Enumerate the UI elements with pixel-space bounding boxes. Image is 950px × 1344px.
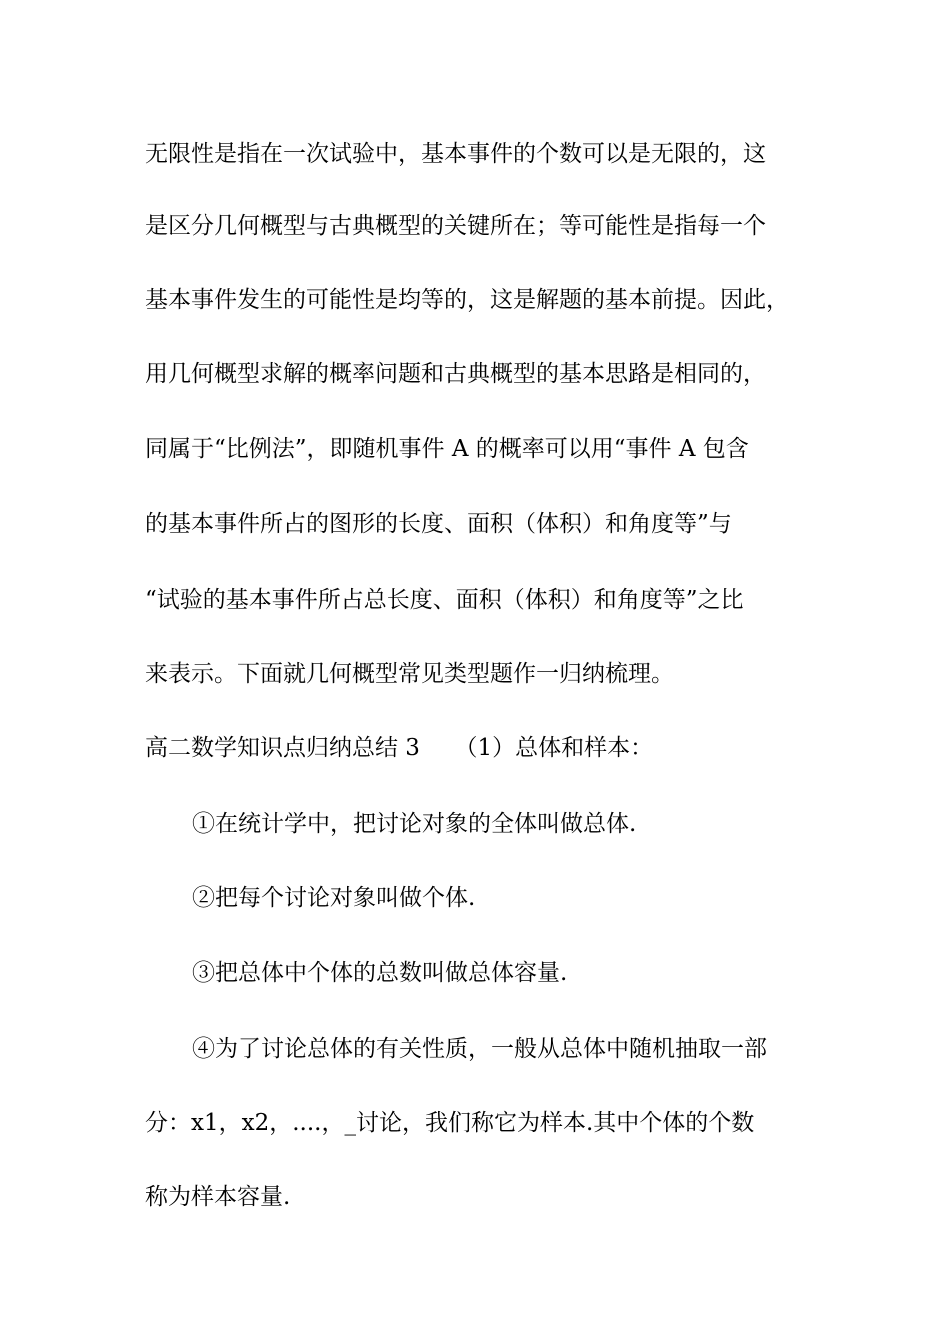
paragraph-line: 来表示。下面就几何概型常见类型题作一归纳梳理。	[145, 661, 674, 687]
paragraph-line: 无限性是指在一次试验中，基本事件的个数可以是无限的，这	[145, 141, 766, 167]
paragraph-line: 的基本事件所占的图形的长度、面积（体积）和角度等”与	[145, 511, 732, 537]
section-heading: 高二数学知识点归纳总结 3 （1）总体和样本：	[145, 735, 654, 761]
paragraph-line: 称为样本容量.	[145, 1184, 291, 1210]
list-item: ①在统计学中，把讨论对象的全体叫做总体.	[192, 811, 637, 837]
list-item: ②把每个讨论对象叫做个体.	[192, 885, 476, 911]
paragraph-line: 用几何概型求解的概率问题和古典概型的基本思路是相同的，	[145, 361, 766, 387]
paragraph-line: “试验的基本事件所占总长度、面积（体积）和角度等”之比	[145, 587, 744, 613]
list-item: ③把总体中个体的总数叫做总体容量.	[192, 960, 568, 986]
paragraph-line: 分：x1，x2，....，_讨论，我们称它为样本.其中个体的个数	[145, 1110, 755, 1136]
paragraph-line: 是区分几何概型与古典概型的关键所在；等可能性是指每一个	[145, 213, 766, 239]
paragraph-line: 基本事件发生的可能性是均等的，这是解题的基本前提。因此，	[145, 287, 789, 313]
paragraph-line: 同属于“比例法”，即随机事件 A 的概率可以用“事件 A 包含	[145, 436, 749, 462]
list-item: ④为了讨论总体的有关性质，一般从总体中随机抽取一部	[192, 1036, 767, 1062]
